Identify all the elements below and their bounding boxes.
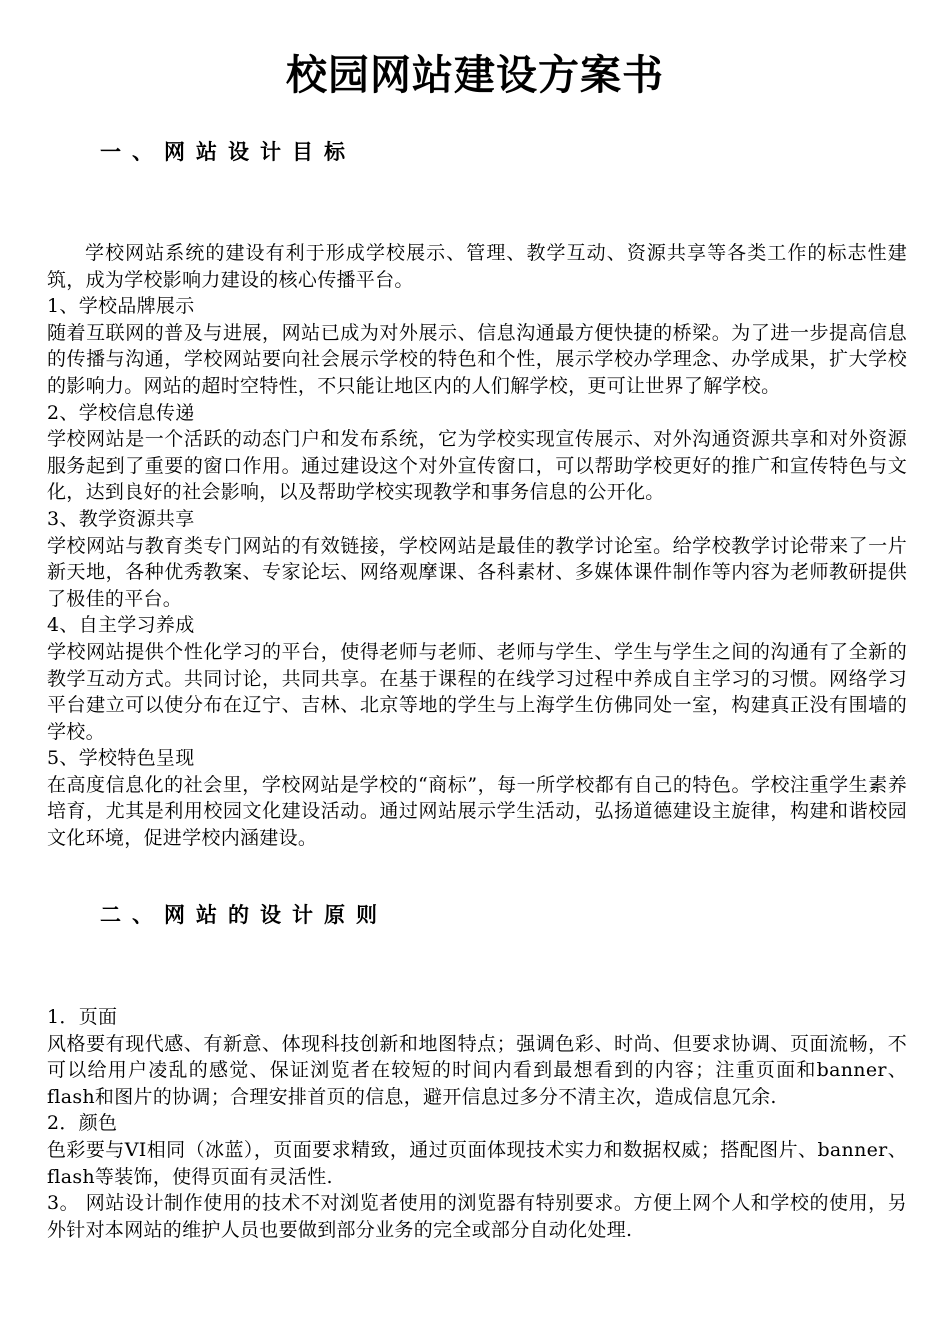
item-text: 风格要有现代感、有新意、体现科技创新和地图特点；强调色彩、时尚、但要求协调、页面流畅，不可以给用户凌乱的感觉、保证浏览者在较短的时间内看到最想看到的内容；注重页面和banner、flash和图片的协调；合理安排首页的信息，避开信息过多分不清主次，造成信息冗余.	[47, 1032, 907, 1108]
item-text: 色彩要与VI相同（冰蓝），页面要求精致，通过页面体现技术实力和数据权威；搭配图片、banner、flash等装饰，使得页面有灵活性.	[47, 1138, 907, 1188]
item-title: 3、教学资源共享	[47, 507, 195, 530]
intro-paragraph: 学校网站系统的建设有利于形成学校展示、管理、教学互动、资源共享等各类工作的标志性建筑，成为学校影响力建设的核心传播平台。	[47, 242, 907, 291]
item-text: 学校网站与教育类专门网站的有效链接，学校网站是最佳的教学讨论室。给学校教学讨论带来了一片新天地，各种优秀教案、专家论坛、网络观摩课、各科素材、多媒体课件制作等内容为老师教研提供了极佳的平台。	[47, 534, 907, 610]
item-text: 随着互联网的普及与进展，网站已成为对外展示、信息沟通最方便快捷的桥梁。为了进一步提高信息的传播与沟通，学校网站要向社会展示学校的特色和个性，展示学校办学理念、办学成果，扩大学校的影响力。网站的超时空特性，不只能让地区内的人们解学校，更可让世界了解学校。	[47, 321, 907, 397]
section-heading-design-goals: 一、网站设计目标	[100, 140, 356, 164]
item-title: 5、学校特色呈现	[47, 747, 195, 770]
section-body-design-principles	[47, 1004, 907, 1243]
item-title: 1、学校品牌展示	[47, 295, 195, 318]
item-text: 在高度信息化的社会里，学校网站是学校的“商标”，每一所学校都有自己的特色。学校注重学生素养培育，尤其是利用校园文化建设活动。通过网站展示学生活动，弘扬道德建设主旋律，构建和谐校园文化环境，促进学校内涵建设。	[47, 773, 907, 850]
section-body-design-goals	[47, 240, 907, 852]
item-text: 3。 网站设计制作使用的技术不对浏览者使用的浏览器有特别要求。方便上网个人和学校的使用，另外针对本网站的维护人员也要做到部分业务的完全或部分自动化处理.	[47, 1192, 907, 1241]
item-title: 4、自主学习养成	[47, 614, 195, 637]
section-heading-design-principles: 二、网站的设计原则	[100, 903, 388, 927]
item-title: 2．颜色	[47, 1112, 118, 1135]
item-text: 学校网站提供个性化学习的平台，使得老师与老师、老师与学生、学生与学生之间的沟通有了全新的教学互动方式。共同讨论，共同共享。在基于课程的在线学习过程中养成自主学习的习惯。网络学习平台建立可以使分布在辽宁、吉林、北京等地的学生与上海学生仿佛同处一室，构建真正没有围墙的学校。	[47, 640, 907, 743]
item-title: 2、学校信息传递	[47, 401, 195, 424]
item-title: 1．页面	[47, 1006, 118, 1028]
document-title: 校园网站建设方案书	[286, 51, 664, 99]
item-text: 学校网站是一个活跃的动态门户和发布系统，它为学校实现宣传展示、对外沟通资源共享和对外资源服务起到了重要的窗口作用。通过建设这个对外宣传窗口，可以帮助学校更好的推广和宣传特色与文化，达到良好的社会影响，以及帮助学校实现教学和事务信息的公开化。	[47, 428, 907, 504]
